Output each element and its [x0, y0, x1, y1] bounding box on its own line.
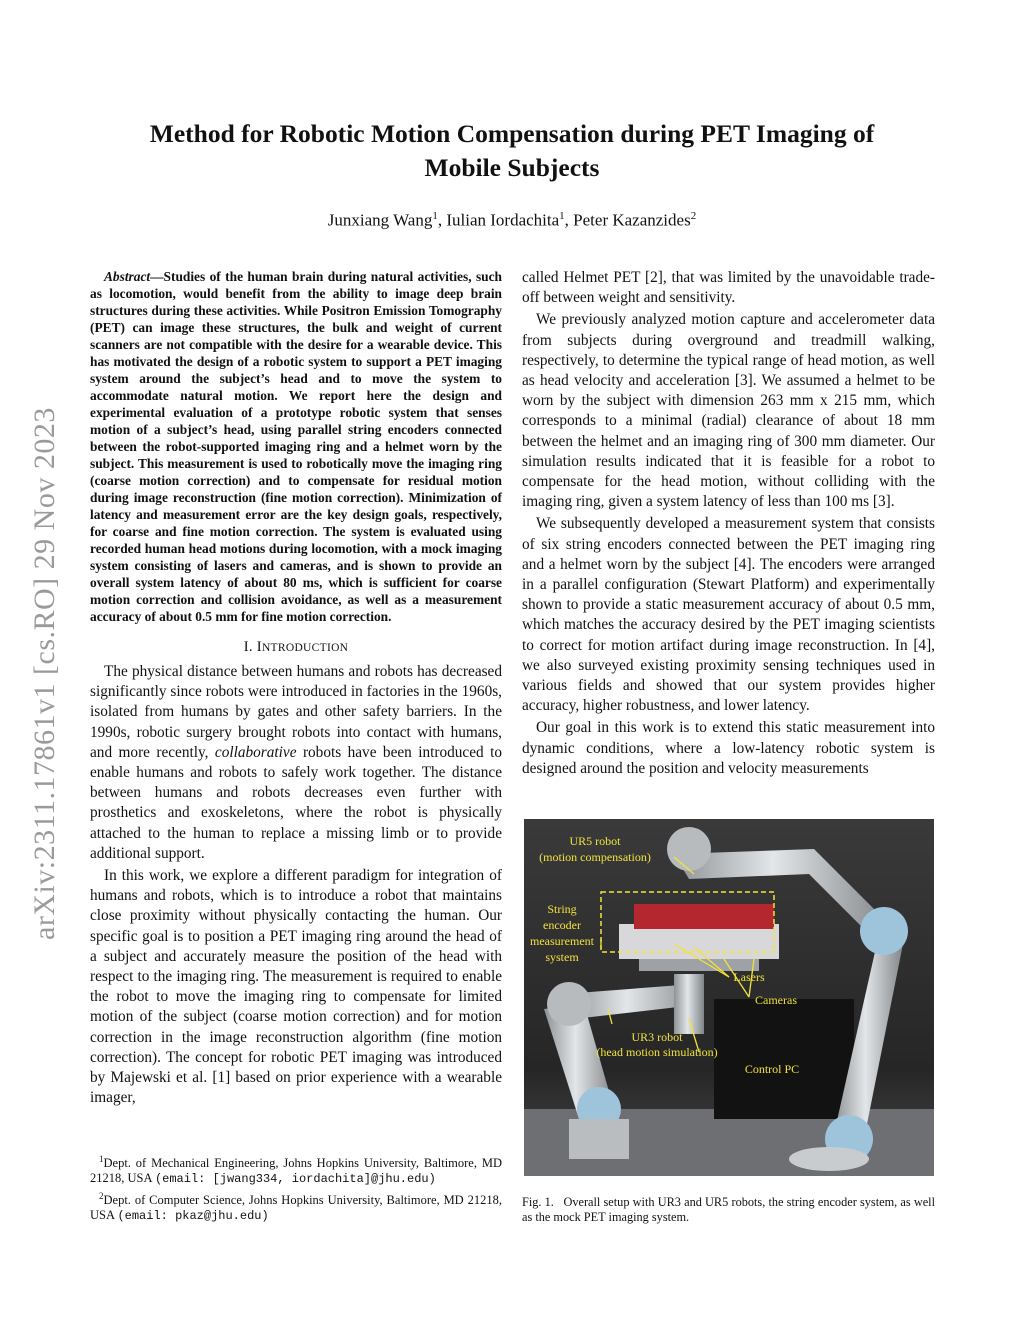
footnote-text: Dept. of Mechanical Engineering, Johns Hopkins University, Baltimore, MD 21218, USA	[90, 1156, 502, 1186]
setup-illustration	[524, 819, 934, 1176]
paragraph: Our goal in this work is to extend this static measurement into dynamic conditions, where a low-latency robotic system is designed around the position and velocity measurements	[522, 719, 935, 777]
caption-label: Fig. 1.	[522, 1195, 554, 1209]
left-column	[90, 268, 502, 1110]
label-ur3: UR3 robot	[631, 1030, 683, 1044]
author-name: Peter Kazanzides	[573, 210, 691, 230]
label-lasers: Lasers	[733, 970, 765, 984]
paper-title: Method for Robotic Motion Compensation during PET Imaging of Mobile Subjects	[149, 119, 875, 182]
section-title-rest: NTRODUCTION	[261, 642, 349, 654]
right-column	[522, 268, 935, 781]
paragraph-text: robots have been introduced to enable humans and robots to safely work together. The distance between humans and robots decreases even further with prosthetics and exoskeletons, where the robot is physically attached to the human to replace a missing limb or to provide additional support.	[90, 743, 502, 862]
author-name: Iulian Iordachita	[446, 210, 560, 230]
label-string: system	[545, 950, 579, 964]
paragraph: called Helmet PET [2], that was limited by the unavoidable trade-off between weight and sensitivity.	[522, 269, 935, 307]
string-encoder-assembly	[619, 904, 779, 971]
paragraph: We previously analyzed motion capture and accelerometer data from subjects during overground and treadmill walking, respectively, to determine the typical range of head motion, as well as head velocity and acceleration [3]. We assumed a helmet to be worn by the subject with dimension 263 mm x 215 mm, which corresponds to a minimal (radial) clearance of about 18 mm between the helmet and an imaging ring of 300 mm diameter. Our simulation results indicated that it is feasible for a robot to compensate for the head motion, without colliding with the imaging ring, given a system latency of less than 100 ms [3].	[522, 311, 935, 511]
section-title-first: I	[256, 639, 262, 655]
paragraph: We subsequently developed a measurement system that consists of six string encoders connected between the PET imaging ring and a helmet worn by the subject [4]. The encoders were arranged in a parallel configuration (Stewart Platform) and experimentally shown to provide a static measurement accuracy of about 0.5 mm, which matches the accuracy desired by the PET imaging scientists to correct for motion artifact during image reconstruction. In [4], we also surveyed existing proximity sensing techniques used in various fields and showed that our system provides higher accuracy, higher robustness, and lower latency.	[522, 515, 935, 715]
section-heading	[90, 639, 502, 656]
abstract-text: Studies of the human brain during natural activities, such as locomotion, would benefit from the ability to image deep brain structures during these activities. While Positron Emission Tomography (PET) can image these structures, the bulk and weight of current scanners are not compatible with the desire for a wearable device. This has motivated the design of a robotic system to support a PET imaging system around the subject’s head and to move the system to accommodate natural motion. We report here the design and experimental evaluation of a prototype robotic system that senses motion of a subject’s head, using parallel string encoders connected between the robot-supported imaging ring and a helmet worn by the subject. This measurement is used to robotically move the imaging ring (coarse motion correction) and to compensate for residual motion during image reconstruction (fine motion correction). Minimization of latency and measurement error are the key design goals, respectively, for coarse and fine motion correction. The system is evaluated using recorded human head motions during locomotion, with a mock imaging system consisting of lasers and cameras, and is shown to provide an overall system latency of about 80 ms, which is sufficient for coarse motion correction and collision avoidance, as well as a measurement accuracy of about 0.5 mm for fine motion correction.	[90, 269, 502, 624]
footnote-email: (email: pkaz@jhu.edu)	[117, 1209, 269, 1224]
footnote-2	[90, 1189, 502, 1224]
footnote-text: Dept. of Computer Science, Johns Hopkins University, Baltimore, MD 21218, USA	[90, 1193, 502, 1223]
affiliation-mark: 2	[690, 210, 697, 222]
paragraph: In this work, we explore a different paradigm for integration of humans and robots, which is to introduce a robot that maintains close proximity without physically contacting the human. Our specific goal is to position a PET imaging ring around the head of a subject and accurately measure the position of the head with respect to the imaging ring. The measurement is required to enable the robot to move the imaging ring to compensate for limited motion of the subject (coarse motion correction) and for motion correction in the image reconstruction algorithm (fine motion correction). The concept for robotic PET imaging was introduced by Majewski et al. [1] based on prior experience with a wearable imager,	[90, 867, 502, 1107]
paragraph-text: The physical distance between humans and robots has decreased significantly since robots were introduced in factories in the 1960s, isolated from humans by gates and other safety barriers. In the 1990s, robotic surgery brought robots into contact with humans, and more recently,	[90, 663, 502, 761]
figure-photo	[524, 819, 934, 1176]
control-pc-box	[714, 999, 854, 1119]
author-name: Junxiang Wang	[327, 210, 433, 230]
abstract-label: Abstract	[104, 269, 151, 284]
label-ur3-sub: (head motion simulation)	[596, 1045, 718, 1059]
label-ur5-sub: (motion compensation)	[539, 850, 651, 864]
label-cameras: Cameras	[755, 993, 797, 1007]
affiliation-mark: 1	[559, 210, 565, 222]
label-string: String	[547, 902, 577, 916]
italic-term: collaborative	[214, 743, 297, 761]
arxiv-stamp: arXiv:2311.17861v1 [cs.RO] 29 Nov 2023	[28, 407, 61, 940]
footnotes	[90, 1152, 502, 1226]
abstract-dash: —	[150, 269, 164, 284]
paragraph	[90, 662, 502, 864]
footnote-mark: 1	[99, 1154, 104, 1164]
footnote-email: (email: [jwang334, iordachita]@jhu.edu)	[154, 1172, 436, 1187]
label-string: measurement	[530, 934, 594, 948]
caption-text: Overall setup with UR3 and UR5 robots, the string encoder system, as well as the mock PET imaging system.	[522, 1195, 935, 1224]
figure-caption	[522, 1195, 935, 1225]
author-list: Junxiang Wang$^1$, Iulian Iordachita$^1$, Peter Kazanzides$^2$	[327, 210, 697, 230]
abstract	[90, 268, 502, 625]
footnote-1	[90, 1152, 502, 1187]
section-number: I.	[243, 639, 253, 655]
footnote-mark: 2	[99, 1191, 104, 1202]
affiliation-mark: 1	[432, 210, 438, 222]
label-string: encoder	[543, 918, 581, 932]
label-control-pc: Control PC	[744, 1062, 800, 1076]
label-ur5: UR5 robot	[569, 834, 621, 848]
joint-cap	[860, 907, 908, 955]
